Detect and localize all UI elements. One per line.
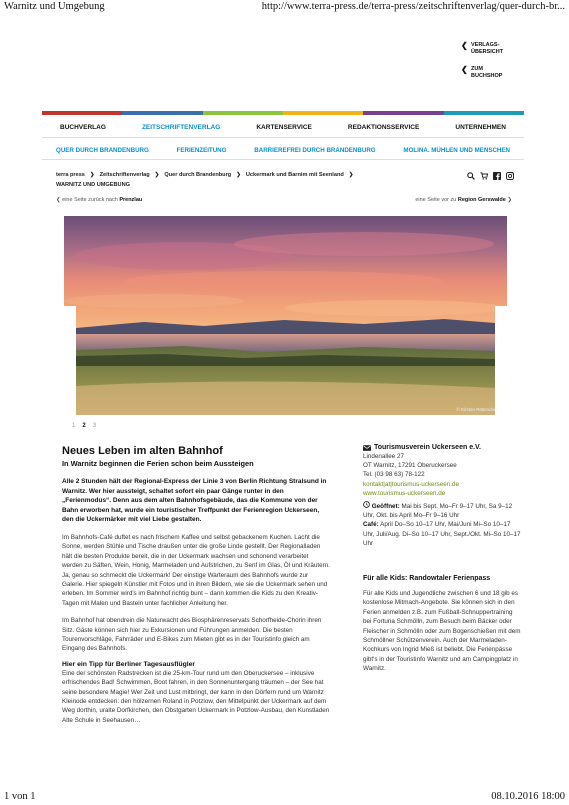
hours-label: Geöffnet: [371,503,400,511]
address-line: OT Warnitz, 17291 Oberuckersee [363,462,457,470]
chevron-left-icon: ❮ [461,41,468,50]
article-paragraph: Im Bahnhofs-Café duftet es nach frischem Kaffee und selbst gebackenem Kuchen. Lacht die Sonne, werden Stühle und Tische draußen unter die große Linde gestellt. Der Regionalladen hält die besten Produkte bereit, die in der Uckermark wachsen und schonend verarbeitet werden zu Säften, Wein, Honig, Marmeladen und Aufstrichen, zu Senf im Glas, Öl und Kräutern. Ja, genau so schmeckt die Uckermark! Der einstige Warteraum des Bahnhofs wurde zur Galerie. Hier spiegeln Künstler mit Fotos und in ihren Bildern, wie sie die Uckermark sehen und erleben. Im Sommer wird's im Bahnhof richtig bunt – dann kommen die Kids zu den Kreativ-Tagen mit Malen und Basteln unter fachlicher Anleitung her. [62,533,330,607]
prev-page-target: Prenzlau [119,197,143,203]
article-subtitle: In Warnitz beginnen die Ferien schon beim Aussteigen [62,459,254,468]
chevron-right-icon: ❯ [507,197,512,203]
article-title: Neues Leben im alten Bahnhof [62,445,223,457]
breadcrumb-item[interactable]: Quer durch Brandenburg [164,172,232,178]
color-bar-segment [203,111,283,115]
search-icon[interactable] [467,172,475,180]
color-bar [42,111,524,115]
kids-text: Für alle Kids und Jugendliche zwischen 6 und 18 gib es kostenlose Mitmach-Angebote. Sie können sich in den Ferien anmelden z.B. zum Fußball-Schnuppertraining bei Fortuna Schmölln, zum Besuch beim Bäcker oder Fleischer in Schmölln oder zum Bogenschießen mit dem Schmöllner Schützenverein. Auch der Marmeladen-Kochkurs von Ingrid Mieß ist beliebt. Die Ferienpässe gibt's in der Touristinfo Warnitz und am Campingplatz in Warnitz. [363,590,521,673]
facebook-icon[interactable] [493,172,501,180]
chevron-right-icon: ❯ [154,172,160,178]
chevron-right-icon: ❯ [89,172,95,178]
chevron-left-icon: ❮ [461,65,468,74]
breadcrumb-current: WARNITZ UND UMGEBUNG [56,182,130,188]
chevron-right-icon: ❯ [236,172,241,178]
prev-page-link[interactable] [56,197,142,203]
subnav-barrierefrei[interactable]: BARRIEREFREI DURCH BRANDENBURG [254,147,376,154]
cart-icon[interactable] [480,172,488,180]
sidebar-title-text: Tourismusverein Uckerseen e.V. [374,444,481,451]
nav-unternehmen[interactable]: UNTERNEHMEN [455,124,506,131]
slide-1[interactable]: 1 [72,423,76,429]
hero-image [64,216,507,415]
color-bar-segment [122,111,202,115]
toplink-label-line1: VERLAGS- [471,42,500,48]
hours-label-wrap [363,503,400,510]
breadcrumb-item[interactable]: Zeitschriftenverlag [99,172,150,178]
color-bar-segment [283,111,363,115]
next-page-target: Region Gerswalde [457,197,506,203]
subnav-ferienzeitung[interactable]: FERIENZEITUNG [176,147,227,154]
breadcrumb [56,170,376,190]
nav-zeitschriftenverlag[interactable]: ZEITSCHRIFTENVERLAG [141,124,221,131]
print-header [0,0,569,14]
sidebar [363,443,521,674]
top-links [461,42,521,90]
color-bar-segment [444,111,524,115]
print-header-url: http://www.terra-press.de/terra-press/zeitschriftenverlag/quer-durch-br... [261,1,565,12]
cafe-hours-text: April Do–So 10–17 Uhr, Mai/Juni Mi–So 10–17 Uhr, Juli/Aug. Di–So 10–17 Uhr, Sept./Okt. Mi–So 10–17 Uhr [363,521,521,547]
slide-3[interactable]: 3 [92,423,97,429]
print-header-title: Warnitz und Umgebung [4,1,105,12]
print-timestamp: 08.10.2016 18:00 [491,791,565,802]
hours-text: Mai bis Sept. Mo–Fr 9–17 Uhr, Sa 9–12 Uhr, Okt. bis April Mo–Fr 9–16 Uhr [363,503,513,520]
next-page-link[interactable] [415,197,512,203]
print-page-count: 1 von 1 [4,791,36,802]
sub-navigation [42,142,524,160]
nav-kartenservice[interactable]: KARTENSERVICE [256,124,312,131]
cafe-label: Café: [363,521,379,529]
next-page-text: eine Seite vor zu [415,197,457,203]
instagram-icon[interactable] [506,172,514,180]
page-pager [56,197,512,207]
main-navigation [42,118,524,138]
email-link[interactable]: kontakt|at|tourismus-uckerseen.de [363,480,460,488]
website-link[interactable]: www.tourismus-uckerseen.de [363,489,446,497]
sunset-lake-image [64,216,507,415]
tip-heading: Hier ein Tipp für Berliner Tagesausflügler [62,660,196,668]
verlagsuebersicht-link[interactable] [461,42,521,56]
sidebar-title [363,443,521,452]
subnav-quer-durch-brandenburg[interactable]: QUER DURCH BRANDENBURG [56,147,149,154]
article-paragraph: Im Bahnhof hat obendrein die Naturwacht des Biosphärenreservats Schorfheide-Chorin ihren Sitz. Gäste können sich hier zu Exkursionen und Führungen anmelden. Die besten Tourenvorschläge, Fahrräder und E-Bikes zum Mieten gibt es in der Touristinfo gleich am Eingang des Bahnhofs. [62,617,322,653]
chevron-right-icon: ❯ [348,172,354,178]
breadcrumb-item[interactable]: terra press [56,172,85,178]
buchshop-link[interactable] [461,66,521,80]
envelope-icon [363,445,371,451]
kids-title: Für alle Kids: Randowtaler Ferienpass [363,575,491,583]
nav-buchverlag[interactable]: BUCHVERLAG [60,124,106,131]
phone-line: Tel. (03 98 63) 78-122 [363,471,425,479]
chevron-left-icon: ❮ [56,197,61,203]
tool-icons [467,172,514,180]
image-credit: © Kirsten Rittersdorf [456,407,497,412]
print-footer [0,791,569,805]
article-paragraph: Eine der schönsten Radstrecken ist die 25-km-Tour rund um den Oberuckersee – inklusive erfrischendes Bad! Schwimmen, Boot fahren, in den Sonnenuntergang träumen – der See hat seine besondere Magie! Wer Zeit und Lust mitbringt, der kann in den Dörfern rund um Warnitz Kleinode entdecken: den hölzernen Roland in Potzlow, den Mittelpunkt der Uckermark auf dem Weg dorthin, uralte Dorfkirchen, den Obstgarten Uckermark in Potzlow-Ausbau, den Kunstladen Alte Schule in Seehausen… [62,669,330,724]
slide-2[interactable]: 2 [82,423,86,429]
subnav-molina[interactable]: MOLINA. MÜHLEN UND MENSCHEN [403,147,510,154]
article [62,445,330,725]
toplink-label-line2: ÜBERSICHT [471,49,504,55]
article-lead: Alle 2 Stunden hält der Regional-Express der Linie 3 von Berlin Richtung Stralsund in Warnitz. Wer hier aussteigt, schaltet sofort ein paar Gänge runter in den „Ferienmodus“. Denn aus dem alten Bahnhofsgebäude, das die Kommune von der Bahn erworben hat, wurde ein touristischer Treffpunkt der Ferienregion Uckerseen, den die Uckermärker mit viel Liebe gestalten. [62,478,327,524]
opening-hours [363,501,521,548]
toplink-label-line2: BUCHSHOP [471,73,503,79]
kids-section [363,574,521,674]
toplink-label-line1: ZUM [471,66,483,72]
nav-redaktionsservice[interactable]: REDAKTIONSSERVICE [347,124,420,131]
clock-icon [363,501,370,508]
slide-pagination [72,423,96,429]
address-line: Lindenallee 27 [363,453,404,460]
breadcrumb-item[interactable]: Uckermark und Barnim mit Seenland [245,172,344,178]
color-bar-segment [363,111,443,115]
color-bar-segment [42,111,122,115]
prev-page-text: eine Seite zurück nach [62,197,118,203]
